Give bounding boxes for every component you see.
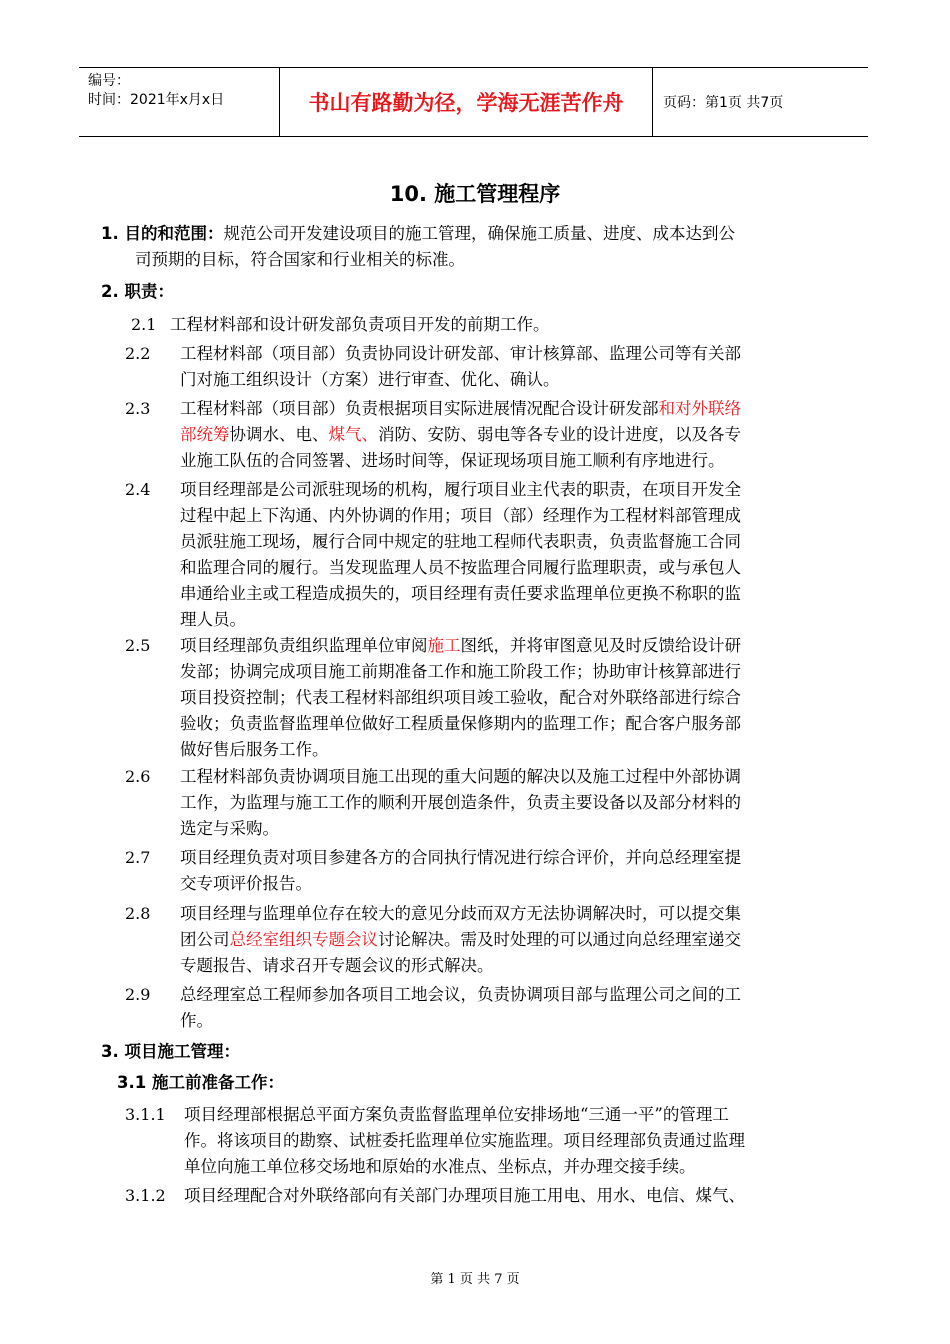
item-text [180,845,850,897]
text-line: 工程材料部负责协调项目施工出现的重大问题的解决以及施工过程中外部协调 [180,767,741,786]
text-line: 总经理室总工程师参加各项目工地会议，负责协调项目部与监理公司之间的工 [180,985,741,1004]
text-line: 作。 [180,1011,213,1030]
text-line: 和监理合同的履行。当发现监理人员不按监理合同履行监理职责，或与承包人 [180,558,741,577]
text-span: 项目经理部负责组织监理单位审阅 [180,636,428,655]
item-number: 3.1.2 [125,1186,166,1205]
page-footer: 第 1 页 共 7 页 [430,1272,520,1287]
text-line: 发部；协调完成项目施工前期准备工作和施工阶段工作；协助审计核算部进行 [180,662,741,681]
highlight-span: 和对外联络 [658,399,741,418]
text-span: 工程材料部（项目部）负责根据项目实际进展情况配合设计研发部 [180,399,659,418]
text-line [180,422,850,448]
item-number: 2.4 [125,480,151,499]
serial-label: 编号： [88,73,130,89]
text-line: 工程材料部（项目部）负责协同设计研发部、审计核算部、监理公司等有关部 [180,344,741,363]
item-text [180,396,850,474]
text-span: 图纸，并将审图意见及时反馈给设计研 [460,636,741,655]
item-text [180,341,850,393]
item-number: 2.6 [125,767,151,786]
section-3-heading: 3. 项目施工管理： [101,1042,240,1061]
item-text [180,901,850,979]
section-1-heading: 1. 目的和范围： [101,224,224,243]
header-meta-cell [79,68,280,136]
item-number: 2.1 [131,315,157,334]
text-line [180,396,850,422]
text-line: 项目投资控制；代表工程材料部组织项目竣工验收，配合对外联络部进行综合 [180,688,741,707]
date-label: 时间：2021年x月x日 [88,92,225,108]
text-line: 项目经理负责对项目参建各方的合同执行情况进行综合评价，并向总经理室提 [180,848,741,867]
text-span: 消防、安防、弱电等各专业的设计进度，以及各专 [378,425,741,444]
text-span: 协调水、电、 [229,425,329,444]
section-2-heading: 2. 职责： [101,282,174,301]
item-text [184,1102,850,1180]
text-line: 作。将该项目的勘察、试桩委托监理单位实施监理。项目经理部负责通过监理 [184,1131,745,1150]
item-number: 2.2 [125,344,151,363]
item-number: 2.5 [125,636,151,655]
header-motto: 书山有路勤为径，学海无涯苦作舟 [280,68,653,136]
text-line: 单位向施工单位移交场地和原始的水准点、坐标点，并办理交接手续。 [184,1157,696,1176]
text-line: 门对施工组织设计（方案）进行审查、优化、确认。 [180,370,560,389]
section-1-line1: 规范公司开发建设项目的施工管理，确保施工质量、进度、成本达到公 [223,224,735,243]
item-text: 工程材料部和设计研发部负责项目开发的前期工作。 [170,315,550,334]
text-line: 理人员。 [180,610,246,629]
item-text [184,1183,850,1209]
text-line: 选定与采购。 [180,819,279,838]
item-text [180,633,850,763]
text-line: 做好售后服务工作。 [180,740,329,759]
text-line: 项目经理配合对外联络部向有关部门办理项目施工用电、用水、电信、煤气、 [184,1186,745,1205]
header-page-label: 页码：第1页 共7页 [663,95,784,111]
highlight-span: 施工 [427,636,461,655]
item-number: 2.7 [125,848,151,867]
item-number: 2.9 [125,985,151,1004]
text-span: 讨论解决。需及时处理的可以通过向总经理室递交 [378,930,741,949]
text-line: 专题报告、请求召开专题会议的形式解决。 [180,956,494,975]
text-line: 项目经理部根据总平面方案负责监督监理单位安排场地“三通一平”的管理工 [184,1105,729,1124]
page-header [79,67,868,137]
section-1-line2: 司预期的目标，符合国家和行业相关的标准。 [135,250,465,269]
item-text [180,477,850,633]
text-line [180,633,850,659]
text-line: 项目经理部是公司派驻现场的机构，履行项目业主代表的职责，在项目开发全 [180,480,741,499]
highlight-span: 总经室组织专题会议 [229,930,378,949]
text-line: 业施工队伍的合同签署、进场时间等，保证现场项目施工顺利有序地进行。 [180,451,725,470]
item-text [180,982,850,1034]
text-line: 验收；负责监督监理单位做好工程质量保修期内的监理工作；配合客户服务部 [180,714,741,733]
item-number: 2.8 [125,904,151,923]
item-number: 3.1.1 [125,1105,166,1124]
text-line: 交专项评价报告。 [180,874,312,893]
text-line: 员派驻施工现场，履行合同中规定的驻地工程师代表职责，负责监督施工合同 [180,532,741,551]
text-line [180,927,850,953]
text-line: 过程中起上下沟通、内外协调的作用；项目（部）经理作为工程材料部管理成 [180,506,741,525]
highlight-span: 部统筹 [180,425,230,444]
section-3-1-heading: 3.1 施工前准备工作： [117,1073,284,1092]
text-line: 串通给业主或工程造成损失的，项目经理有责任要求监理单位更换不称职的监 [180,584,741,603]
item-number: 2.3 [125,399,151,418]
text-line: 项目经理与监理单位存在较大的意见分歧而双方无法协调解决时，可以提交集 [180,904,741,923]
document-title: 10. 施工管理程序 [389,182,561,206]
section-1 [101,221,861,247]
item-text [180,764,850,842]
text-span: 团公司 [180,930,230,949]
text-line: 工作，为监理与施工工作的顺利开展创造条件，负责主要设备以及部分材料的 [180,793,741,812]
highlight-span: 煤气、 [328,425,378,444]
